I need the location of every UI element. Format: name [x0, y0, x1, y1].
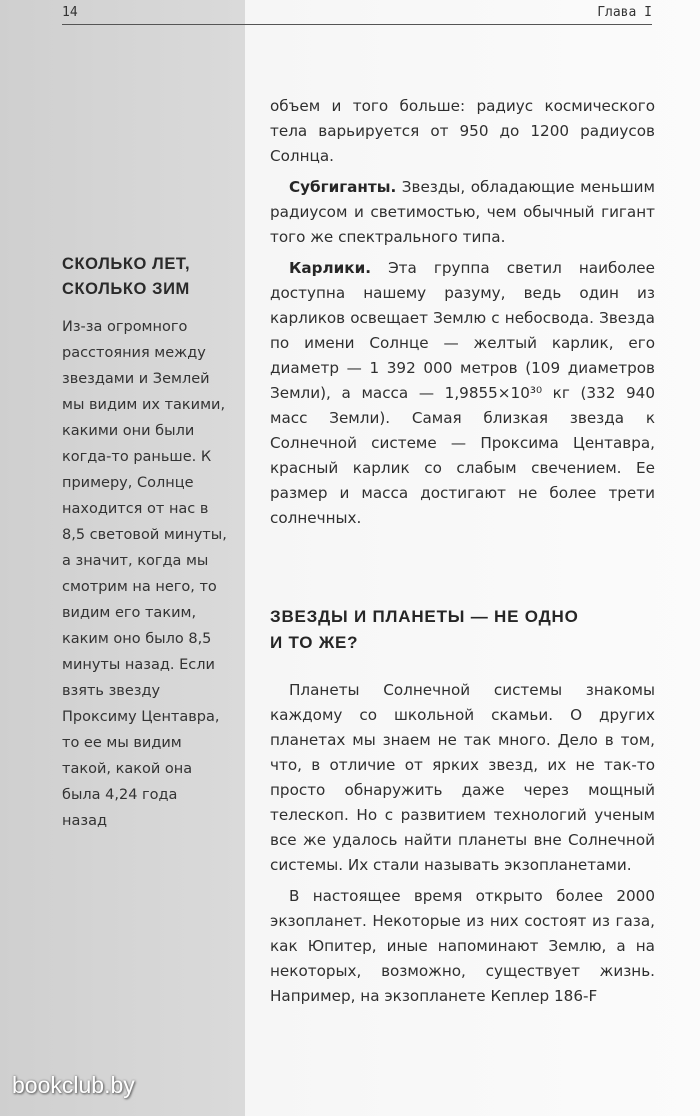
main-text-block-1: [270, 94, 655, 531]
sidebar-text: Из-за огромного расстояния между звездами и Землей мы видим их такими, какими они были когда-то раньше. К примеру, Солнце находится от нас в 8,5 световой минуты, а значит, когда мы смотрим на него, то видим его таким, каким оно было 8,5 минуты назад. Если взять звезду Проксиму Центавра, то ее мы видим такой, какой она была 4,24 года назад: [62, 319, 227, 829]
sidebar-title-line2: СКОЛЬКО ЗИМ: [62, 280, 190, 298]
chapter-title: Глава I: [597, 5, 652, 20]
section-heading: [270, 604, 655, 656]
sidebar-title: [62, 252, 227, 302]
header-rule: [62, 24, 652, 25]
main-text-block-2: [270, 678, 655, 1009]
term-dwarfs: Карлики.: [289, 259, 372, 277]
watermark: bookclub.by: [12, 1072, 135, 1098]
page-number: 14: [62, 5, 78, 20]
subgiants-text: Звезды, обладающие меньшим радиусом и светимостью, чем обычный гигант того же спектрального типа.: [270, 178, 655, 246]
paragraph-exoplanets: В настоящее время открыто более 2000 экзопланет. Некоторые из них состоят из газа, как Юпитер, иные напоминают Землю, а на некоторых, возможно, существует жизнь. Например, на экзопланете Кеплер 186-F: [270, 887, 655, 1005]
term-subgiants: Субгиганты.: [289, 178, 397, 196]
sidebar-title-line1: СКОЛЬКО ЛЕТ,: [62, 255, 191, 273]
paragraph-subgiants: [270, 175, 655, 250]
section-heading-line1: ЗВЕЗДЫ И ПЛАНЕТЫ — НЕ ОДНО: [270, 607, 579, 626]
section-heading-text: [270, 604, 655, 656]
sidebar-box: [62, 252, 227, 834]
running-head: [62, 5, 652, 23]
section-heading-line2: И ТО ЖЕ?: [270, 633, 359, 652]
dwarfs-text: Эта группа светил наиболее доступна нашему разуму, ведь один из карликов освещает Землю с небосвода. Звезда по имени Солнце — желтый карлик, его диаметр — 1 392 000 метров (109 диаметров Земли), а масса — 1,9855×10³⁰ кг (332 940 масс Земли). Самая близкая звезда к Солнечной системе — Проксима Центавра, красный карлик со слабым свечением. Ее размер и масса достигают не более трети солнечных.: [270, 259, 655, 527]
paragraph-dwarfs: [270, 256, 655, 531]
paragraph-giants-continued: объем и того больше: радиус космического тела варьируется от 950 до 1200 радиусов Солнца.: [270, 97, 655, 165]
paragraph-planets: Планеты Солнечной системы знакомы каждому со школьной скамьи. О других планетах мы знаем не так много. Дело в том, что, в отличие от ярких звезд, их не так-то просто обнаружить даже через мощный телескоп. Но с развитием технологий ученым все же удалось найти планеты вне Солнечной системы. Их стали называть экзопланетами.: [270, 681, 655, 874]
